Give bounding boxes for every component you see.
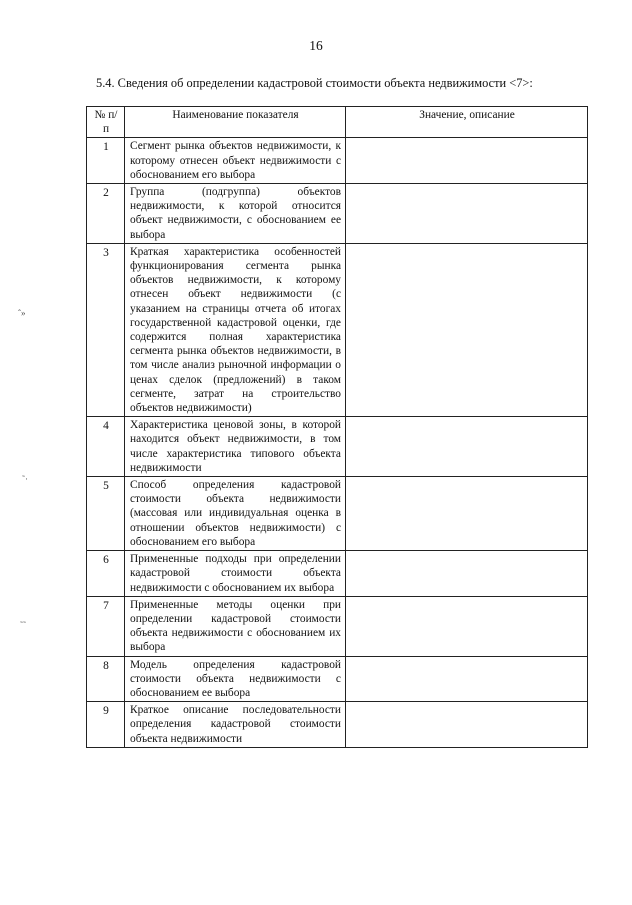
row-value [346, 184, 588, 244]
scan-speck: ˜· [22, 474, 28, 484]
scan-speck: ˆ» [18, 308, 26, 318]
row-value [346, 417, 588, 477]
table-row [87, 477, 588, 551]
row-num: 1 [87, 138, 125, 184]
header-value: Значение, описание [346, 107, 588, 138]
table-row [87, 243, 588, 416]
row-name: Способ определения кадастровой стоимости объекта недвижимости (массовая или индивидуальная оценка в отношении объектов недвижимости) с обоснованием его выбора [125, 477, 346, 551]
table-header-row [87, 107, 588, 138]
header-name: Наименование показателя [125, 107, 346, 138]
row-name: Группа (подгруппа) объектов недвижимости, к которой относится объект недвижимости, с обоснованием ее выбора [125, 184, 346, 244]
row-name: Примененные методы оценки при определении кадастровой стоимости объекта недвижимости с обоснованием их выбора [125, 596, 346, 656]
row-num: 2 [87, 184, 125, 244]
row-num: 8 [87, 656, 125, 702]
cadastral-info-table [86, 106, 588, 748]
row-num: 3 [87, 243, 125, 416]
section-title: 5.4. Сведения об определении кадастровой стоимости объекта недвижимости <7>: [96, 76, 533, 90]
row-name: Модель определения кадастровой стоимости объекта недвижимости с обоснованием ее выбора [125, 656, 346, 702]
row-value [346, 702, 588, 748]
table-row [87, 596, 588, 656]
table-row [87, 551, 588, 597]
scan-speck: ˜˜ [20, 620, 26, 630]
row-num: 7 [87, 596, 125, 656]
row-value [346, 656, 588, 702]
table-row [87, 656, 588, 702]
row-num: 5 [87, 477, 125, 551]
row-name: Краткая характеристика особенностей функционирования сегмента рынка объектов недвижимости, к которому отнесен объект недвижимости (с указанием на страницы отчета об итогах государственной кадастровой оценки, где содержится полная характеристика сегмента рынка объектов недвижимости, в том числе анализ рыночной информации о ценах сделок (предложений) в таком сегменте, затрат на строительство объектов недвижимости) [125, 243, 346, 416]
table-row [87, 702, 588, 748]
row-num: 6 [87, 551, 125, 597]
row-name: Примененные подходы при определении кадастровой стоимости объекта недвижимости с обоснованием их выбора [125, 551, 346, 597]
table-row [87, 184, 588, 244]
row-num: 4 [87, 417, 125, 477]
row-value [346, 243, 588, 416]
table-row [87, 138, 588, 184]
row-name: Краткое описание последовательности определения кадастровой стоимости объекта недвижимости [125, 702, 346, 748]
row-name: Сегмент рынка объектов недвижимости, к которому отнесен объект недвижимости с обоснованием его выбора [125, 138, 346, 184]
row-value [346, 477, 588, 551]
header-num: № п/п [87, 107, 125, 138]
row-num: 9 [87, 702, 125, 748]
row-value [346, 596, 588, 656]
row-name: Характеристика ценовой зоны, в которой находится объект недвижимости, в том числе характеристика типового объекта недвижимости [125, 417, 346, 477]
page-number: 16 [309, 38, 323, 53]
table-row [87, 417, 588, 477]
row-value [346, 551, 588, 597]
row-value [346, 138, 588, 184]
